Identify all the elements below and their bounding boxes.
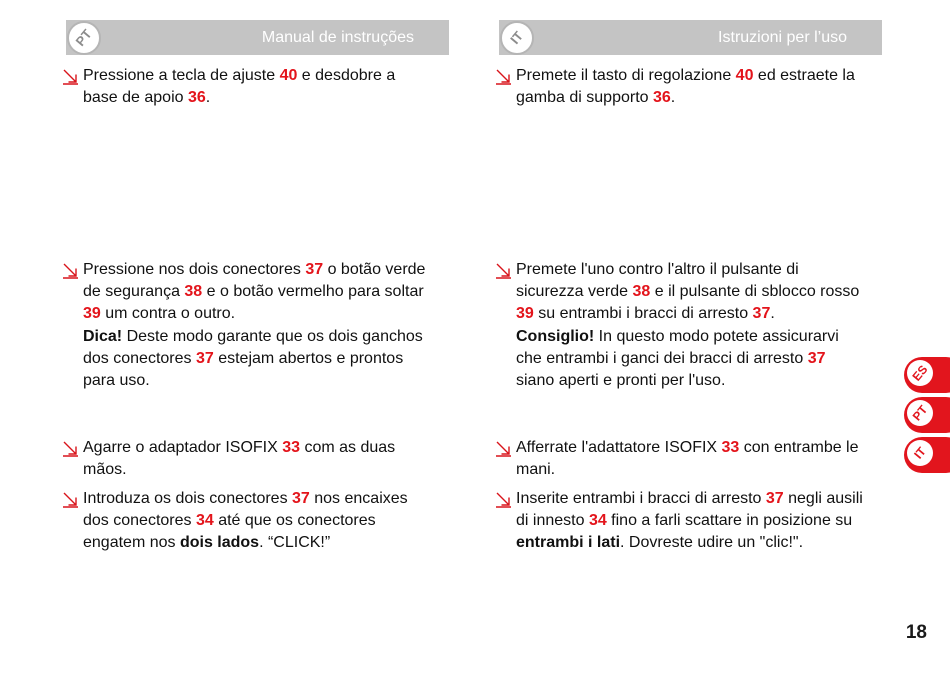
instruction-paragraph: Premete il tasto di regolazione 40 ed estraete la gamba di supporto 36.	[495, 65, 885, 109]
arrow-bullet-icon	[62, 262, 79, 279]
language-tab-it[interactable]: IT	[904, 437, 950, 473]
language-tab-pt[interactable]: PT	[904, 397, 950, 433]
tip-label: Dica!	[83, 327, 123, 345]
arrow-bullet-icon	[495, 68, 512, 85]
step-3-it	[495, 437, 885, 481]
arrow-bullet-icon	[495, 262, 512, 279]
header-title-pt: Manual de instruções	[261, 29, 414, 46]
step-1-it	[495, 65, 885, 109]
instruction-paragraph: Inserite entrambi i bracci di arresto 37 negli ausili di innesto 34 fino a farli scattare in posizione su entrambi i lati. Dovreste udire un "clic!".	[495, 488, 885, 555]
instruction-paragraph: Agarre o adaptador ISOFIX 33 com as duas mãos.	[62, 437, 440, 481]
page-number: 18	[905, 622, 927, 643]
instruction-paragraph: Pressione nos dois conectores 37 o botão verde de segurança 38 e o botão vermelho para soltar 39 um contra o outro. Dica! Deste modo garante que os dois ganchos dos conectores 37 estejam abertos e prontos para uso.	[62, 259, 440, 392]
header-title-it: Istruzioni per l’uso	[718, 29, 847, 46]
step-2-it	[495, 259, 885, 392]
header-bar-pt	[66, 20, 449, 55]
arrow-bullet-icon	[495, 440, 512, 457]
language-badge-pt: PT	[67, 21, 101, 55]
step-4-pt	[62, 488, 440, 555]
step-3-pt	[62, 437, 440, 481]
instruction-paragraph: Introduza os dois conectores 37 nos encaixes dos conectores 34 até que os conectores engatem nos dois lados. “CLICK!”	[62, 488, 440, 555]
instruction-paragraph: Afferrate l'adattatore ISOFIX 33 con entrambe le mani.	[495, 437, 885, 481]
header-bar-it	[499, 20, 882, 55]
instruction-paragraph: Pressione a tecla de ajuste 40 e desdobre a base de apoio 36.	[62, 65, 440, 109]
arrow-bullet-icon	[62, 440, 79, 457]
instruction-paragraph: Premete l'uno contro l'altro il pulsante di sicurezza verde 38 e il pulsante di sblocco rosso 39 su entrambi i bracci di arresto 37. Consiglio! In questo modo potete assicurarvi che entrambi i ganci dei bracci di arresto 37 siano aperti e pronti per l'uso.	[495, 259, 885, 392]
language-tab-es[interactable]: ES	[904, 357, 950, 393]
language-badge-it: IT	[500, 21, 534, 55]
step-4-it	[495, 488, 885, 555]
tip-label: Consiglio!	[516, 327, 595, 345]
step-1-pt	[62, 65, 440, 109]
arrow-bullet-icon	[495, 491, 512, 508]
arrow-bullet-icon	[62, 491, 79, 508]
step-2-pt	[62, 259, 440, 392]
arrow-bullet-icon	[62, 68, 79, 85]
